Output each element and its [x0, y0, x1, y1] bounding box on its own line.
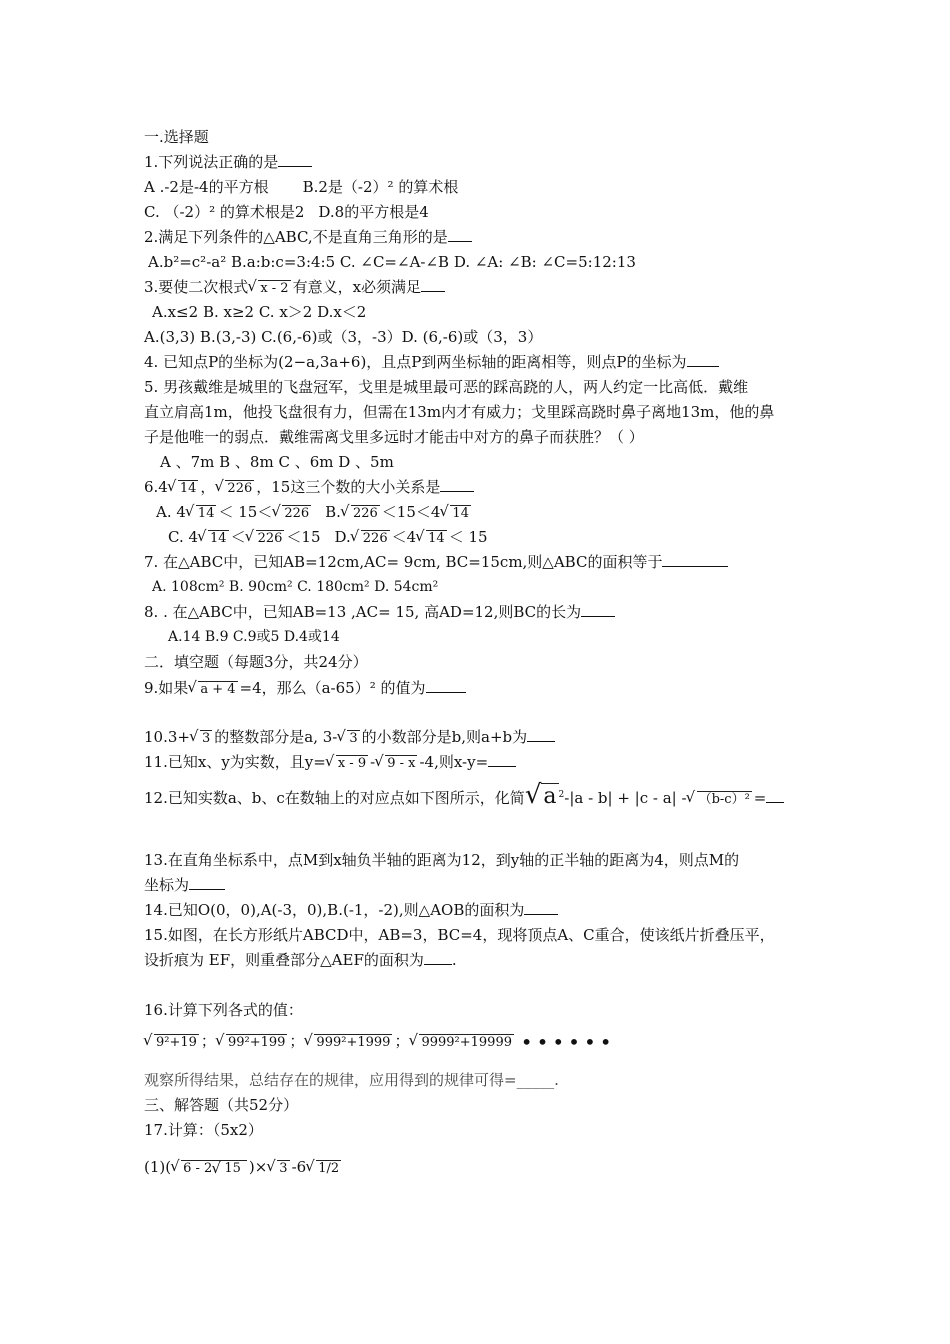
q7-stem: 7. 在△ABC中，已知AB=12cm,AC= 9cm, BC=15cm,则△ABC的面积等于	[144, 552, 728, 572]
q16-expressions: √ 9²+19 ；√ 99²+199 ；√ 999²+1999 ；√ 9999²+19999 ••••••	[144, 1031, 616, 1053]
q7-options: A. 108cm² B. 90cm² C. 180cm² D. 54cm²	[152, 579, 439, 595]
q8-options: A.14 B.9 C.9或5 D.4或14	[168, 629, 340, 645]
sqrt-symbol: √ x - 2	[248, 277, 290, 299]
q5-line-3: 子是他唯一的弱点．戴维需离戈里多远时才能击中对方的鼻子而获胜？（ ）	[144, 428, 644, 446]
q12-stem: 12.已知实数a、b、c在数轴上的对应点如下图所示，化简√a $^2$-|a - b| + |c - a| -√ （b-c）² =	[144, 785, 784, 810]
q3-stem: 3.要使二次根式√ x - 2 有意义，x必须满足	[144, 277, 445, 299]
q15-line-2: 设折痕为 EF，则重叠部分△AEF的面积为 .	[144, 951, 457, 969]
section-answer-title: 三、解答题（共52分）	[144, 1096, 299, 1114]
ellipsis-dots: ••••••	[520, 1030, 616, 1054]
q11-stem: 11.已知x、y为实数，且y=√ x - 9 -√ 9 - x -4,则x-y=	[144, 752, 516, 774]
q1-stem: 1.下列说法正确的是	[144, 152, 312, 172]
q16-stem: 16.计算下列各式的值：	[144, 1001, 303, 1019]
q6-options-cd: C. 4√ 14 ＜√ 226 ＜15 D.√ 226 ＜4√ 14 ＜ 15	[168, 527, 488, 549]
q10-stem: 10.3+√ 3 的整数部分是a, 3-√ 3 的小数部分是b,则a+b为	[144, 727, 555, 749]
q5-line-2: 直立肩高1m，他投飞盘很有力，但需在13m内才有威力；戈里踩高跷时鼻子离地13m，他的鼻	[144, 403, 775, 421]
q2-stem: 2.满足下列条件的△ABC,不是直角三角形的是	[144, 227, 472, 247]
q2-options: A.b²=c²-a² B.a:b:c=3:4:5 C. ∠C=∠A-∠B D. ∠A: ∠B: ∠C=5:12:13	[148, 253, 636, 271]
q14-stem: 14.已知O(0，0),A(-3，0),B.(-1，-2),则△AOB的面积为	[144, 900, 558, 920]
q13-line-2: 坐标为	[144, 875, 225, 895]
q5-line-1: 5. 男孩戴维是城里的飞盘冠军，戈里是城里最可恶的踩高跷的人，两人约定一比高低．戴维	[144, 378, 749, 396]
q17-stem: 17.计算：（5x2）	[144, 1121, 263, 1139]
section-fill-title: 二．填空题（每题3分，共24分）	[144, 653, 368, 671]
q1-options-cd: C. （-2）² 的算术根是2 D.8的平方根是4	[144, 203, 429, 221]
coordinate-options: A.(3,3) B.(3,-3) C.(6,-6)或（3，-3）D. (6,-6)或（3，3）	[144, 328, 543, 346]
q15-line-1: 15.如图，在长方形纸片ABCD中，AB=3，BC=4，现将顶点A、C重合，使该纸片折叠压平，	[144, 926, 775, 944]
q8-stem: 8. . 在△ABC中，已知AB=13 ,AC= 15, 高AD=12,则BC的长为	[144, 602, 615, 622]
q4-stem: 4. 已知点P的坐标为(2−a,3a+6)，且点P到两坐标轴的距离相等，则点P的坐标为	[144, 352, 719, 372]
q5-options: A 、7m B 、8m C 、6m D 、5m	[160, 453, 394, 471]
q17-part-1: (1)(√ 6 - 2√ 15 )×√ 3 -6√ 1/2	[144, 1157, 343, 1179]
q6-stem: 6.4√ 14 ，√ 226 ，15这三个数的大小关系是	[144, 477, 474, 499]
q1-options-ab: A .-2是-4的平方根 B.2是（-2）² 的算术根	[144, 178, 459, 196]
q6-options-ab: A. 4√ 14 ＜ 15＜√ 226 B.√ 226 ＜15＜4√ 14	[156, 502, 473, 524]
q13-line-1: 13.在直角坐标系中，点M到x轴负半轴的距离为12，到y轴的正半轴的距离为4，则点M的	[144, 851, 740, 869]
section-choice-title: 一.选择题	[144, 128, 209, 146]
q16-note: 观察所得结果，总结存在的规律，应用得到的规律可得=_____.	[144, 1071, 559, 1089]
q9-stem: 9.如果√ a + 4 =4，那么（a-65）² 的值为	[144, 678, 466, 700]
q3-options: A.x≤2 B. x≥2 C. x＞2 D.x＜2	[152, 303, 367, 321]
